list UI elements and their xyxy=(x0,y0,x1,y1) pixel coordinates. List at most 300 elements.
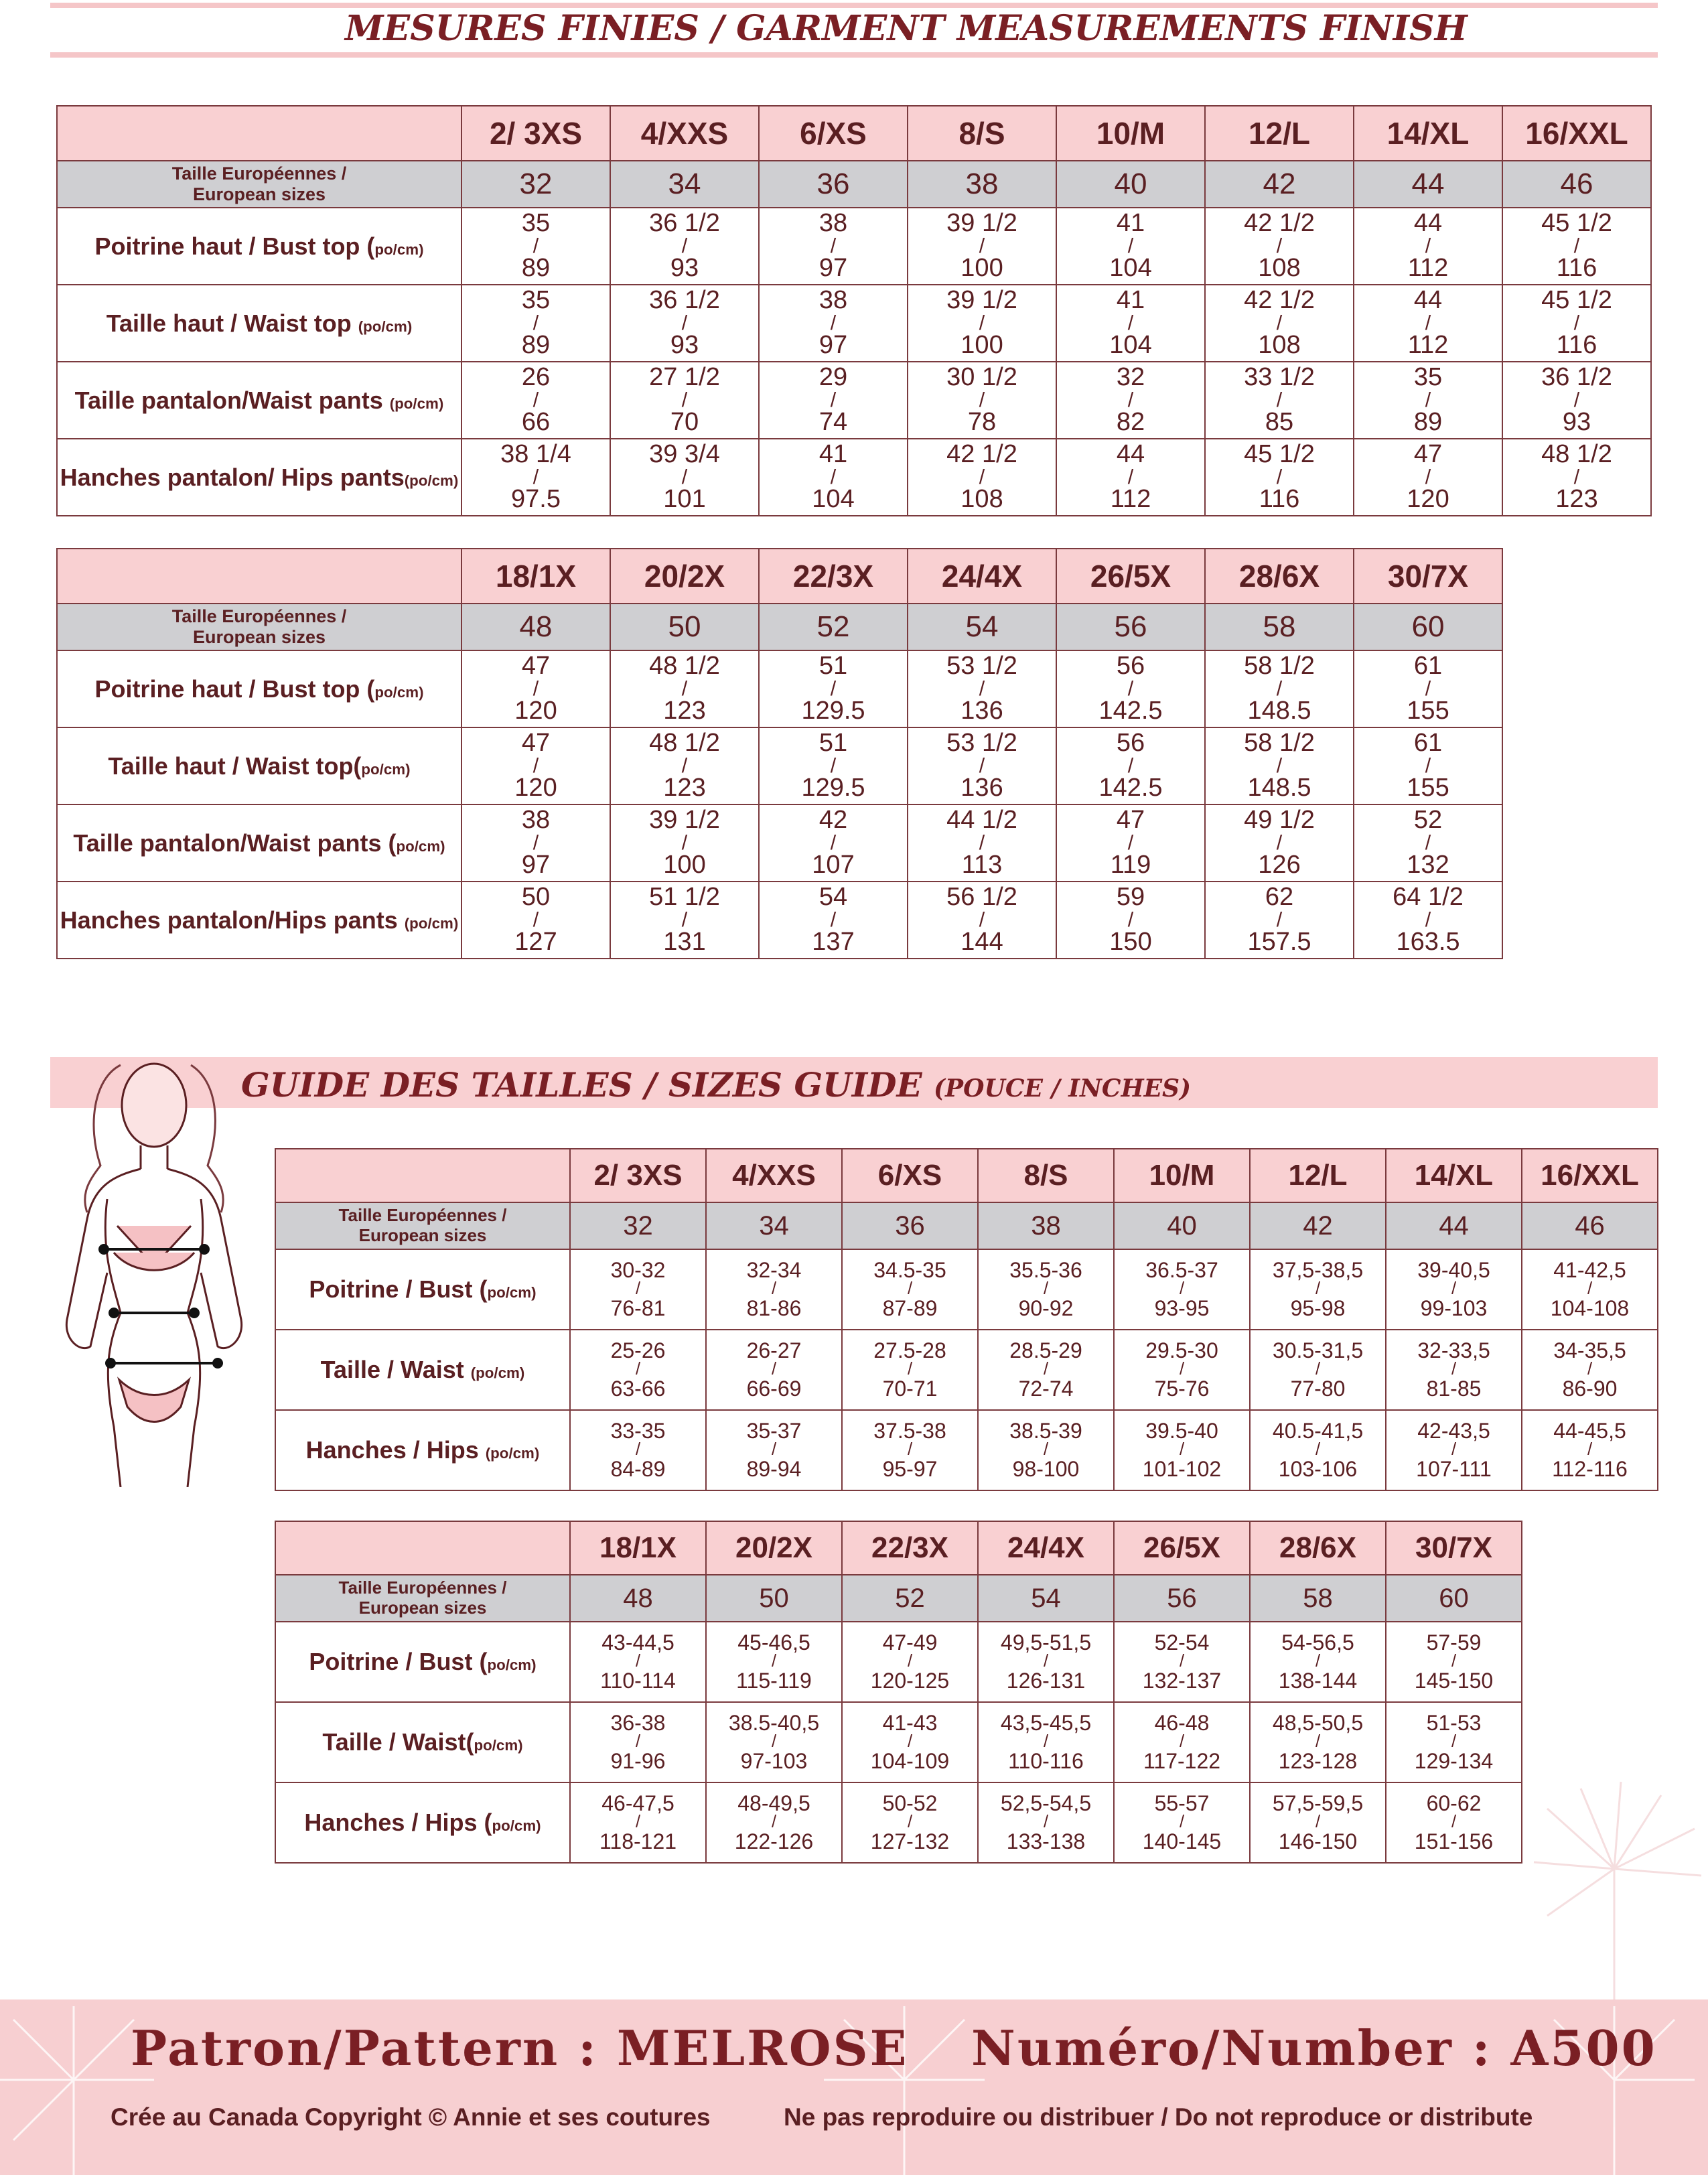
value-inches: 30-32 xyxy=(610,1257,666,1282)
measurement-row xyxy=(57,439,1651,516)
value-cm: 87-89 xyxy=(882,1295,938,1320)
value-separator: / xyxy=(1573,465,1580,488)
eu-size-cell: 60 xyxy=(1386,1575,1522,1622)
value-inches: 38.5-39 xyxy=(1009,1418,1082,1443)
measurement-cell xyxy=(908,882,1056,959)
measurement-label-text: Poitrine haut / Bust top ( xyxy=(94,232,375,260)
measurement-value-stack xyxy=(1057,730,1204,802)
measurement-value-stack xyxy=(611,730,758,802)
value-separator: / xyxy=(1276,234,1283,257)
value-cm: 120 xyxy=(1407,485,1449,514)
measurement-row xyxy=(275,1702,1522,1782)
size-header-cell: 18/1X xyxy=(570,1521,706,1575)
value-separator: / xyxy=(635,1732,641,1752)
value-inches: 42 1/2 xyxy=(1244,285,1315,314)
measurement-row xyxy=(275,1410,1658,1490)
measurement-cell xyxy=(1386,1782,1522,1863)
size-header-cell: 12/L xyxy=(1205,106,1354,161)
measurement-value-stack xyxy=(1057,287,1204,359)
measurement-row-label xyxy=(57,285,461,362)
measurement-value-stack xyxy=(611,441,758,513)
value-separator: / xyxy=(681,677,688,700)
value-separator: / xyxy=(907,1813,913,1832)
measurement-value-stack xyxy=(611,287,758,359)
value-separator: / xyxy=(1043,1813,1049,1832)
eu-size-label xyxy=(57,161,461,208)
footer-copyright: Crée au Canada Copyright © Annie et ses coutures xyxy=(111,2103,711,2131)
value-separator: / xyxy=(1315,1652,1321,1671)
value-inches: 47 xyxy=(1413,439,1443,468)
value-inches: 30.5-31,5 xyxy=(1272,1338,1364,1362)
value-cm: 93-95 xyxy=(1154,1295,1210,1320)
value-cm: 116 xyxy=(1556,254,1597,283)
eu-size-row xyxy=(275,1575,1522,1622)
value-separator: / xyxy=(532,234,539,257)
value-separator: / xyxy=(1451,1360,1457,1379)
value-separator: / xyxy=(532,754,539,777)
measurement-cell xyxy=(706,1410,842,1490)
value-inches: 36.5-37 xyxy=(1145,1257,1218,1282)
eu-size-cell: 56 xyxy=(1114,1575,1250,1622)
measurement-value-stack xyxy=(707,1632,841,1692)
measurement-row xyxy=(275,1330,1658,1410)
value-separator: / xyxy=(907,1652,913,1671)
measurement-cell xyxy=(1250,1702,1386,1782)
value-separator: / xyxy=(1179,1440,1185,1460)
value-inches: 35 xyxy=(521,285,551,314)
value-separator: / xyxy=(1179,1732,1185,1752)
value-cm: 129.5 xyxy=(801,774,865,802)
corner-cell xyxy=(275,1149,570,1202)
value-cm: 100 xyxy=(960,254,1003,283)
measurement-cell xyxy=(759,439,908,516)
value-inches: 41-42,5 xyxy=(1553,1257,1626,1282)
measurement-value-stack xyxy=(611,884,758,956)
value-separator: / xyxy=(979,754,985,777)
value-cm: 127-132 xyxy=(870,1829,950,1853)
value-separator: / xyxy=(1127,754,1134,777)
measurement-value-stack xyxy=(571,1793,705,1853)
measurement-cell xyxy=(610,362,759,439)
value-cm: 150 xyxy=(1109,928,1152,957)
guide-title-main: GUIDE DES TAILLES / SIZES GUIDE xyxy=(241,1065,934,1105)
value-separator: / xyxy=(979,908,985,931)
value-inches: 47-49 xyxy=(882,1630,938,1655)
value-cm: 82 xyxy=(1116,408,1145,437)
value-separator: / xyxy=(771,1440,777,1460)
measurement-value-stack xyxy=(1386,1340,1521,1400)
value-separator: / xyxy=(1451,1440,1457,1460)
corner-cell xyxy=(57,549,461,604)
value-inches: 57-59 xyxy=(1426,1630,1482,1655)
value-separator: / xyxy=(1043,1440,1049,1460)
guide-table-2 xyxy=(275,1521,1522,1864)
measurement-row xyxy=(57,650,1502,727)
measurement-cell xyxy=(1056,285,1205,362)
measurement-cell xyxy=(461,362,610,439)
value-cm: 129-134 xyxy=(1414,1748,1494,1773)
value-inches: 53 1/2 xyxy=(946,728,1017,757)
measurement-value-stack xyxy=(1206,210,1353,282)
measurement-cell xyxy=(1114,1782,1250,1863)
value-separator: / xyxy=(1451,1652,1457,1671)
value-cm: 104 xyxy=(812,485,855,514)
measurement-cell xyxy=(1502,285,1651,362)
value-separator: / xyxy=(907,1360,913,1379)
size-header-row xyxy=(57,106,1651,161)
value-inches: 62 xyxy=(1265,882,1294,911)
measurement-cell xyxy=(1250,1622,1386,1702)
value-cm: 91-96 xyxy=(610,1748,666,1773)
value-cm: 146-150 xyxy=(1278,1829,1358,1853)
size-header-cell: 18/1X xyxy=(461,549,610,604)
measurement-value-stack xyxy=(1206,364,1353,436)
measurement-value-stack xyxy=(979,1793,1113,1853)
measurement-value-stack xyxy=(1503,210,1650,282)
value-separator: / xyxy=(681,234,688,257)
measurement-cell xyxy=(610,882,759,959)
measurement-cell xyxy=(1354,362,1502,439)
value-inches: 45-46,5 xyxy=(737,1630,810,1655)
measurement-unit-text: po/cm) xyxy=(374,240,424,258)
value-separator: / xyxy=(1587,1279,1593,1299)
measurement-value-stack xyxy=(1057,807,1204,879)
value-inches: 44 1/2 xyxy=(946,805,1017,834)
measurement-cell xyxy=(1056,362,1205,439)
measurement-unit-text: po/cm) xyxy=(492,1817,541,1834)
eu-size-cell: 60 xyxy=(1354,604,1502,650)
eu-size-cell: 50 xyxy=(706,1575,842,1622)
measurement-row xyxy=(275,1249,1658,1330)
measurement-cell xyxy=(1205,650,1354,727)
measurement-cell xyxy=(978,1782,1114,1863)
measurement-row-label xyxy=(57,650,461,727)
value-separator: / xyxy=(1276,311,1283,334)
value-cm: 123 xyxy=(1555,485,1598,514)
measurement-unit-text: (po/cm) xyxy=(404,914,459,932)
measurement-row xyxy=(275,1782,1522,1863)
value-separator: / xyxy=(830,908,837,931)
value-cm: 104-109 xyxy=(870,1748,950,1773)
value-cm: 66 xyxy=(521,408,551,437)
value-separator: / xyxy=(532,677,539,700)
value-separator: / xyxy=(771,1360,777,1379)
eu-size-label-line: European sizes xyxy=(358,1597,487,1618)
value-cm: 132-137 xyxy=(1142,1668,1222,1693)
value-inches: 39 3/4 xyxy=(649,439,720,468)
value-inches: 42 xyxy=(819,805,848,834)
measurement-cell xyxy=(842,1330,978,1410)
measurement-row-label xyxy=(57,439,461,516)
size-header-cell: 22/3X xyxy=(759,549,908,604)
measurement-value-stack xyxy=(1206,653,1353,725)
measurement-cell xyxy=(1354,650,1502,727)
measurement-unit-text: po/cm) xyxy=(396,837,445,855)
measurement-value-stack xyxy=(571,1340,705,1400)
value-separator: / xyxy=(1276,465,1283,488)
eu-size-cell: 42 xyxy=(1250,1202,1386,1249)
size-header-cell: 10/M xyxy=(1114,1149,1250,1202)
measurement-cell xyxy=(978,1622,1114,1702)
value-separator: / xyxy=(532,465,539,488)
value-cm: 116 xyxy=(1556,331,1597,360)
value-cm: 104-108 xyxy=(1550,1295,1630,1320)
value-cm: 81-85 xyxy=(1426,1376,1482,1401)
measurement-cell xyxy=(908,362,1056,439)
value-inches: 61 xyxy=(1413,651,1443,680)
measurement-cell xyxy=(1114,1249,1250,1330)
size-header-cell: 20/2X xyxy=(610,549,759,604)
value-inches: 38 1/4 xyxy=(500,439,571,468)
value-cm: 108 xyxy=(960,485,1003,514)
value-separator: / xyxy=(771,1732,777,1752)
measurement-cell xyxy=(1205,727,1354,804)
value-separator: / xyxy=(1451,1732,1457,1752)
value-cm: 104 xyxy=(1109,254,1152,283)
measurement-cell xyxy=(706,1330,842,1410)
value-separator: / xyxy=(532,831,539,854)
value-separator: / xyxy=(1179,1813,1185,1832)
measurement-value-stack xyxy=(908,210,1056,282)
measurement-value-stack xyxy=(1057,441,1204,513)
measurement-label-text: Taille pantalon/Waist pants ( xyxy=(73,829,397,857)
measurement-value-stack xyxy=(760,884,907,956)
measurement-cell xyxy=(759,650,908,727)
measurement-cell xyxy=(1354,882,1502,959)
size-header-cell: 30/7X xyxy=(1354,549,1502,604)
value-separator: / xyxy=(1276,754,1283,777)
measurement-row xyxy=(57,727,1502,804)
value-inches: 45 1/2 xyxy=(1541,208,1612,237)
eu-size-cell: 44 xyxy=(1354,161,1502,208)
value-inches: 48 1/2 xyxy=(649,728,720,757)
value-separator: / xyxy=(771,1279,777,1299)
value-cm: 89 xyxy=(521,331,551,360)
value-inches: 51 xyxy=(819,651,848,680)
value-inches: 55-57 xyxy=(1154,1791,1210,1815)
eu-size-row xyxy=(57,604,1502,650)
measurement-cell xyxy=(978,1410,1114,1490)
eu-size-cell: 46 xyxy=(1522,1202,1658,1249)
measurement-value-stack xyxy=(1206,730,1353,802)
eu-size-cell: 46 xyxy=(1502,161,1651,208)
value-inches: 39.5-40 xyxy=(1145,1418,1218,1443)
value-inches: 56 xyxy=(1116,728,1145,757)
measurement-cell xyxy=(1114,1410,1250,1490)
value-cm: 132 xyxy=(1407,851,1449,880)
measurement-cell xyxy=(1205,362,1354,439)
measurement-row-label xyxy=(57,882,461,959)
measurement-value-stack xyxy=(611,653,758,725)
value-cm: 99-103 xyxy=(1420,1295,1488,1320)
value-cm: 89 xyxy=(1413,408,1443,437)
measurement-value-stack xyxy=(908,730,1056,802)
value-separator: / xyxy=(1573,234,1580,257)
measurement-value-stack xyxy=(1251,1420,1385,1480)
measurement-cell xyxy=(908,208,1056,285)
value-separator: / xyxy=(1179,1279,1185,1299)
measurement-cell xyxy=(1386,1249,1522,1330)
value-separator: / xyxy=(1179,1360,1185,1379)
size-header-cell: 4/XXS xyxy=(706,1149,842,1202)
measurement-value-stack xyxy=(1251,1632,1385,1692)
measurement-value-stack xyxy=(1057,653,1204,725)
measurement-row-label xyxy=(275,1622,570,1702)
measurement-value-stack xyxy=(1522,1340,1657,1400)
measurement-cell xyxy=(1056,439,1205,516)
size-header-row xyxy=(275,1521,1522,1575)
measurement-cell xyxy=(1114,1330,1250,1410)
value-separator: / xyxy=(635,1652,641,1671)
measurement-cell xyxy=(1354,439,1502,516)
value-cm: 136 xyxy=(960,774,1003,802)
measurement-value-stack xyxy=(1354,884,1502,956)
value-inches: 38 xyxy=(819,285,848,314)
value-inches: 41 xyxy=(819,439,848,468)
value-cm: 90-92 xyxy=(1018,1295,1074,1320)
measurement-value-stack xyxy=(1503,441,1650,513)
eu-size-cell: 58 xyxy=(1250,1575,1386,1622)
measurement-label-text: Poitrine haut / Bust top ( xyxy=(94,675,375,703)
value-inches: 26-27 xyxy=(746,1338,802,1362)
value-separator: / xyxy=(1276,831,1283,854)
measurement-value-stack xyxy=(760,730,907,802)
measurement-label-text: Poitrine / Bust ( xyxy=(309,1648,488,1675)
measurement-value-stack xyxy=(908,364,1056,436)
measurement-cell xyxy=(1354,285,1502,362)
value-inches: 48-49,5 xyxy=(737,1791,810,1815)
value-inches: 34.5-35 xyxy=(873,1257,946,1282)
measurement-value-stack xyxy=(1115,1340,1249,1400)
eu-size-cell: 48 xyxy=(461,604,610,650)
value-inches: 48,5-50,5 xyxy=(1272,1710,1364,1735)
value-inches: 40.5-41,5 xyxy=(1272,1418,1364,1443)
value-cm: 76-81 xyxy=(610,1295,666,1320)
value-cm: 108 xyxy=(1258,254,1301,283)
value-cm: 127 xyxy=(514,928,557,957)
measurement-value-stack xyxy=(760,287,907,359)
measurement-value-stack xyxy=(462,210,610,282)
value-cm: 97.5 xyxy=(511,485,561,514)
value-separator: / xyxy=(1587,1360,1593,1379)
value-cm: 155 xyxy=(1407,774,1449,802)
eu-size-cell: 48 xyxy=(570,1575,706,1622)
value-cm: 123-128 xyxy=(1278,1748,1358,1773)
measurement-unit-text: po/cm) xyxy=(361,760,411,778)
eu-size-label xyxy=(275,1202,570,1249)
dandelion-decoration xyxy=(1520,1768,1708,2010)
measurement-cell xyxy=(706,1622,842,1702)
corner-cell xyxy=(57,106,461,161)
guide-title-small: (POUCE / INCHES) xyxy=(934,1074,1192,1103)
value-separator: / xyxy=(771,1652,777,1671)
value-separator: / xyxy=(1315,1732,1321,1752)
value-inches: 39 1/2 xyxy=(649,805,720,834)
value-separator: / xyxy=(1179,1652,1185,1671)
value-inches: 47 xyxy=(521,728,551,757)
value-cm: 163.5 xyxy=(1396,928,1460,957)
value-separator: / xyxy=(1425,754,1431,777)
measurement-unit-text: (po/cm) xyxy=(389,395,444,412)
value-separator: / xyxy=(1425,234,1431,257)
value-cm: 93 xyxy=(670,254,699,283)
eu-size-cell: 54 xyxy=(978,1575,1114,1622)
value-inches: 38 xyxy=(819,208,848,237)
eu-size-cell: 40 xyxy=(1114,1202,1250,1249)
measurement-value-stack xyxy=(979,1259,1113,1320)
measurement-label-text: Taille / Waist( xyxy=(322,1728,474,1756)
value-inches: 42 1/2 xyxy=(1244,208,1315,237)
value-inches: 44-45,5 xyxy=(1553,1418,1626,1443)
value-inches: 54-56,5 xyxy=(1281,1630,1354,1655)
measurement-value-stack xyxy=(1057,364,1204,436)
guide-title xyxy=(241,1065,1191,1105)
eu-size-cell: 44 xyxy=(1386,1202,1522,1249)
value-separator: / xyxy=(1127,465,1134,488)
measurement-cell xyxy=(1354,208,1502,285)
value-separator: / xyxy=(635,1813,641,1832)
value-inches: 39 1/2 xyxy=(946,285,1017,314)
value-cm: 151-156 xyxy=(1414,1829,1494,1853)
measurement-value-stack xyxy=(843,1793,977,1853)
value-separator: / xyxy=(830,754,837,777)
value-inches: 50-52 xyxy=(882,1791,938,1815)
value-separator: / xyxy=(979,311,985,334)
value-separator: / xyxy=(1276,677,1283,700)
measurement-cell xyxy=(908,439,1056,516)
value-inches: 47 xyxy=(1116,805,1145,834)
value-cm: 120 xyxy=(514,697,557,725)
value-cm: 100 xyxy=(663,851,706,880)
measurement-value-stack xyxy=(1206,807,1353,879)
size-header-row xyxy=(275,1149,1658,1202)
value-inches: 38 xyxy=(521,805,551,834)
measurement-cell xyxy=(978,1330,1114,1410)
value-inches: 43-44,5 xyxy=(601,1630,674,1655)
measurement-value-stack xyxy=(1386,1420,1521,1480)
value-separator: / xyxy=(681,831,688,854)
value-inches: 35-37 xyxy=(746,1418,802,1443)
value-separator: / xyxy=(681,465,688,488)
measurement-cell xyxy=(706,1702,842,1782)
measurement-row-label xyxy=(275,1782,570,1863)
value-separator: / xyxy=(681,311,688,334)
size-header-cell: 4/XXS xyxy=(610,106,759,161)
measurement-cell xyxy=(1502,208,1651,285)
value-cm: 108 xyxy=(1258,331,1301,360)
measurement-row-label xyxy=(57,362,461,439)
guide-table-1 xyxy=(275,1148,1658,1491)
value-inches: 29 xyxy=(819,362,848,391)
woman-figure-illustration xyxy=(40,1052,268,1487)
measurements-table-1 xyxy=(56,105,1652,516)
value-separator: / xyxy=(830,465,837,488)
value-cm: 97 xyxy=(819,254,848,283)
measurement-label-text: Poitrine / Bust ( xyxy=(309,1275,488,1303)
eu-size-cell: 54 xyxy=(908,604,1056,650)
measurement-value-stack xyxy=(908,884,1056,956)
value-inches: 54 xyxy=(819,882,848,911)
measurement-cell xyxy=(1386,1702,1522,1782)
value-separator: / xyxy=(907,1732,913,1752)
value-separator: / xyxy=(1573,311,1580,334)
measurement-cell xyxy=(570,1622,706,1702)
value-cm: 66-69 xyxy=(746,1376,802,1401)
measurement-cell xyxy=(1205,285,1354,362)
value-separator: / xyxy=(1425,311,1431,334)
measurement-cell xyxy=(570,1330,706,1410)
measurement-value-stack xyxy=(979,1420,1113,1480)
